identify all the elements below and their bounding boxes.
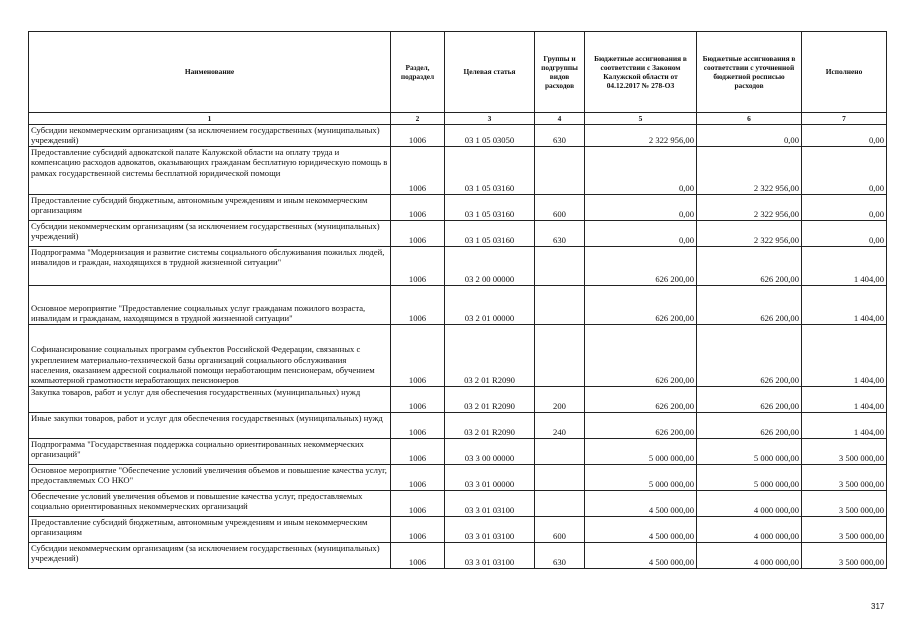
header-executed: Исполнено — [802, 32, 887, 113]
cell-group: 630 — [535, 125, 585, 147]
cell-group: 240 — [535, 412, 585, 438]
header-groups: Группы и подгруппы видов расходов — [535, 32, 585, 113]
cell-group — [535, 324, 585, 386]
cell-name: Основное мероприятие "Предоставление социальных услуг гражданам пожилого возраста, инвалидам и гражданам, находящимся в трудной жизненной ситуации" — [29, 285, 391, 324]
cell-refined: 2 322 956,00 — [697, 194, 802, 220]
cell-executed: 3 500 000,00 — [802, 516, 887, 542]
cell-target: 03 2 01 R2090 — [445, 386, 535, 412]
cell-section: 1006 — [391, 220, 445, 246]
cell-target: 03 2 01 R2090 — [445, 412, 535, 438]
cell-law: 5 000 000,00 — [585, 438, 697, 464]
cell-law: 626 200,00 — [585, 386, 697, 412]
cell-group — [535, 146, 585, 194]
cell-group — [535, 464, 585, 490]
table-row — [29, 412, 887, 438]
cell-section: 1006 — [391, 386, 445, 412]
table-row — [29, 438, 887, 464]
cell-section: 1006 — [391, 412, 445, 438]
header-section: Раздел, подраздел — [391, 32, 445, 113]
cell-refined: 4 000 000,00 — [697, 516, 802, 542]
cell-refined: 626 200,00 — [697, 285, 802, 324]
table-row — [29, 146, 887, 194]
cell-name: Закупка товаров, работ и услуг для обеспечения государственных (муниципальных) нужд — [29, 386, 391, 412]
cell-target: 03 1 05 03160 — [445, 194, 535, 220]
cell-name: Субсидии некоммерческим организациям (за исключением государственных (муниципальных) учреждений) — [29, 125, 391, 147]
column-number-row — [29, 113, 887, 125]
table-row — [29, 125, 887, 147]
table-row — [29, 490, 887, 516]
cell-section: 1006 — [391, 490, 445, 516]
cell-target: 03 3 01 03100 — [445, 542, 535, 568]
cell-law: 4 500 000,00 — [585, 542, 697, 568]
cell-law: 0,00 — [585, 220, 697, 246]
cell-section: 1006 — [391, 516, 445, 542]
cell-executed: 1 404,00 — [802, 324, 887, 386]
cell-name: Предоставление субсидий бюджетным, автономным учреждениям и иным некоммерческим организациям — [29, 194, 391, 220]
header-row — [29, 32, 887, 113]
cell-refined: 5 000 000,00 — [697, 438, 802, 464]
table-row — [29, 194, 887, 220]
cell-law: 626 200,00 — [585, 246, 697, 285]
cell-refined: 4 000 000,00 — [697, 542, 802, 568]
cell-law: 2 322 956,00 — [585, 125, 697, 147]
cell-target: 03 3 01 00000 — [445, 464, 535, 490]
column-number: 1 — [29, 113, 391, 125]
cell-executed: 3 500 000,00 — [802, 464, 887, 490]
cell-executed: 0,00 — [802, 194, 887, 220]
cell-refined: 4 000 000,00 — [697, 490, 802, 516]
column-number: 6 — [697, 113, 802, 125]
cell-section: 1006 — [391, 438, 445, 464]
header-target: Целевая статья — [445, 32, 535, 113]
cell-law: 5 000 000,00 — [585, 464, 697, 490]
cell-group: 630 — [535, 542, 585, 568]
cell-section: 1006 — [391, 285, 445, 324]
cell-target: 03 3 01 03100 — [445, 516, 535, 542]
header-name: Наименование — [29, 32, 391, 113]
cell-refined: 626 200,00 — [697, 246, 802, 285]
cell-group — [535, 490, 585, 516]
cell-section: 1006 — [391, 125, 445, 147]
cell-group — [535, 438, 585, 464]
cell-section: 1006 — [391, 146, 445, 194]
cell-law: 4 500 000,00 — [585, 516, 697, 542]
table-row — [29, 516, 887, 542]
cell-target: 03 3 01 03100 — [445, 490, 535, 516]
cell-name: Основное мероприятие "Обеспечение условий увеличения объемов и повышение качества услуг, предоставляемых СО НКО" — [29, 464, 391, 490]
cell-executed: 1 404,00 — [802, 386, 887, 412]
column-number: 4 — [535, 113, 585, 125]
header-refined: Бюджетные ассигнования в соответствии с уточненной бюджетной росписью расходов — [697, 32, 802, 113]
column-number: 5 — [585, 113, 697, 125]
cell-target: 03 3 00 00000 — [445, 438, 535, 464]
table-row — [29, 464, 887, 490]
cell-executed: 1 404,00 — [802, 412, 887, 438]
page-number: 317 — [871, 602, 885, 611]
table-row — [29, 220, 887, 246]
cell-law: 4 500 000,00 — [585, 490, 697, 516]
cell-target: 03 2 01 R2090 — [445, 324, 535, 386]
cell-target: 03 1 05 03050 — [445, 125, 535, 147]
cell-target: 03 2 01 00000 — [445, 285, 535, 324]
cell-target: 03 1 05 03160 — [445, 146, 535, 194]
cell-name: Подпрограмма "Модернизация и развитие системы социального обслуживания пожилых людей, инвалидов и граждан, находящихся в трудной жизненной ситуации" — [29, 246, 391, 285]
cell-refined: 626 200,00 — [697, 412, 802, 438]
cell-refined: 2 322 956,00 — [697, 146, 802, 194]
cell-section: 1006 — [391, 324, 445, 386]
cell-executed: 0,00 — [802, 220, 887, 246]
cell-target: 03 1 05 03160 — [445, 220, 535, 246]
cell-law: 626 200,00 — [585, 285, 697, 324]
cell-refined: 0,00 — [697, 125, 802, 147]
cell-law: 626 200,00 — [585, 324, 697, 386]
cell-executed: 3 500 000,00 — [802, 438, 887, 464]
column-number: 7 — [802, 113, 887, 125]
cell-executed: 3 500 000,00 — [802, 542, 887, 568]
column-number: 2 — [391, 113, 445, 125]
cell-refined: 626 200,00 — [697, 386, 802, 412]
budget-table — [28, 31, 887, 569]
cell-refined: 5 000 000,00 — [697, 464, 802, 490]
table-row — [29, 246, 887, 285]
cell-name: Подпрограмма "Государственная поддержка социально ориентированных некоммерческих организаций" — [29, 438, 391, 464]
cell-group: 600 — [535, 194, 585, 220]
cell-name: Софинансирование социальных программ субъектов Российской Федерации, связанных с укреплением материально-технической базы организаций социального обслуживания населения, оказанием адресной социальной помощи неработающим пенсионерам, обучением компьютерной грамотности неработающих пенсионеров — [29, 324, 391, 386]
table-row — [29, 285, 887, 324]
cell-name: Иные закупки товаров, работ и услуг для обеспечения государственных (муниципальных) нужд — [29, 412, 391, 438]
table-row — [29, 542, 887, 568]
cell-group: 630 — [535, 220, 585, 246]
cell-section: 1006 — [391, 464, 445, 490]
cell-name: Субсидии некоммерческим организациям (за исключением государственных (муниципальных) учреждений) — [29, 220, 391, 246]
cell-name: Предоставление субсидий адвокатской палате Калужской области на оплату труда и компенсацию расходов адвокатов, оказывающих гражданам бесплатную юридическую помощь в рамках государственной системы бесплатной юридической помощи — [29, 146, 391, 194]
cell-section: 1006 — [391, 246, 445, 285]
cell-name: Субсидии некоммерческим организациям (за исключением государственных (муниципальных) учреждений) — [29, 542, 391, 568]
cell-refined: 626 200,00 — [697, 324, 802, 386]
column-number: 3 — [445, 113, 535, 125]
cell-name: Обеспечение условий увеличения объемов и повышение качества услуг, предоставляемых социально ориентированных некоммерческих организаций — [29, 490, 391, 516]
cell-executed: 1 404,00 — [802, 246, 887, 285]
cell-group: 600 — [535, 516, 585, 542]
cell-name: Предоставление субсидий бюджетным, автономным учреждениям и иным некоммерческим организациям — [29, 516, 391, 542]
cell-executed: 3 500 000,00 — [802, 490, 887, 516]
cell-law: 0,00 — [585, 146, 697, 194]
cell-section: 1006 — [391, 542, 445, 568]
cell-group — [535, 285, 585, 324]
header-law: Бюджетные ассигнования в соответствии с Законом Калужской области от 04.12.2017 № 278-ОЗ — [585, 32, 697, 113]
table-row — [29, 324, 887, 386]
cell-group — [535, 246, 585, 285]
cell-refined: 2 322 956,00 — [697, 220, 802, 246]
cell-law: 626 200,00 — [585, 412, 697, 438]
cell-executed: 0,00 — [802, 125, 887, 147]
table-row — [29, 386, 887, 412]
cell-section: 1006 — [391, 194, 445, 220]
cell-executed: 1 404,00 — [802, 285, 887, 324]
cell-law: 0,00 — [585, 194, 697, 220]
cell-executed: 0,00 — [802, 146, 887, 194]
cell-group: 200 — [535, 386, 585, 412]
cell-target: 03 2 00 00000 — [445, 246, 535, 285]
